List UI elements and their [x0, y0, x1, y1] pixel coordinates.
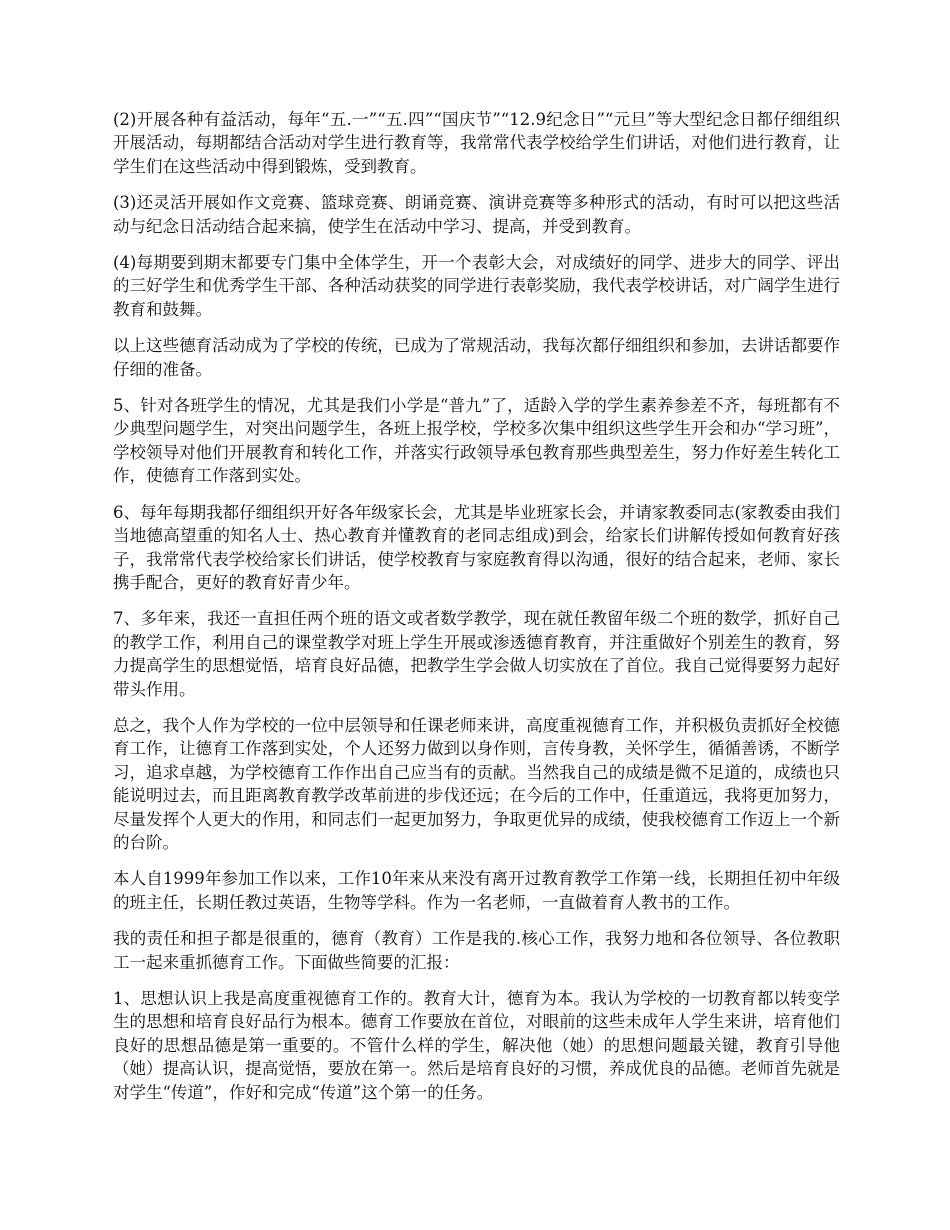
paragraph-responsibility: 我的责任和担子都是很重的，德育（教育）工作是我的.核心工作，我努力地和各位领导、各位教职工一起来重抓德育工作。下面做些简要的汇报： — [113, 929, 840, 972]
paragraph-section-6: 6、每年每期我都仔细组织开好各年级家长会，尤其是毕业班家长会，并请家教委同志(家教委由我们当地德高望重的知名人士、热心教育并懂教育的老同志组成)到会，给家长们讲解传授如何教育好孩子，我常常代表学校给家长们讲话，使学校教育与家庭教育得以沟通，很好的结合起来，老师、家长携手配合，更好的教育好青少年。 — [113, 502, 840, 592]
paragraph-section-5: 5、针对各班学生的情况，尤其是我们小学是“普九”了，适龄入学的学生素养参差不齐，每班都有不少典型问题学生，对突出问题学生，各班上报学校，学校多次集中组织这些学生开会和办“学习班”，学校领导对他们开展教育和转化工作，并落实行政领导承包教育那些典型差生，努力作好差生转化工作，使德育工作落到实处。 — [113, 396, 840, 486]
paragraph-section-1-thinking: 1、思想认识上我是高度重视德育工作的。教育大计，德育为本。我认为学校的一切教育都以转变学生的思想和培育良好品行为根本。德育工作要放在首位，对眼前的这些未成年人学生来讲，培育他们良好的思想品德是第一重要的。不管什么样的学生，解决他（她）的思想问题最关键，教育引导他（她）提高认识，提高觉悟，要放在第一。然后是培育良好的习惯，养成优良的品德。老师首先就是对学生“传道”，作好和完成“传道”这个第一的任务。 — [113, 989, 840, 1102]
paragraph-conclusion: 总之，我个人作为学校的一位中层领导和任课老师来讲，高度重视德育工作，并积极负责抓好全校德育工作，让德育工作落到实处，个人还努力做到以身作则，言传身教，关怀学生，循循善诱，不断学习，追求卓越，为学校德育工作作出自己应当有的贡献。当然我自己的成绩是微不足道的，成绩也只能说明过去，而且距离教育教学改革前进的步伐还远；在今后的工作中，任重道远，我将更加努力，尽量发挥个人更大的作用，和同志们一起更加努力，争取更优异的成绩，使我校德育工作迈上一个新的台阶。 — [113, 715, 840, 852]
document-body — [113, 108, 840, 1117]
paragraph-self-introduction: 本人自1999年参加工作以来，工作10年来从来没有离开过教育教学工作第一线，长期担任初中年级的班主任，长期任教过英语，生物等学科。作为一名老师，一直做着育人教书的工作。 — [113, 869, 840, 912]
paragraph-summary-activities: 以上这些德育活动成为了学校的传统，已成为了常规活动，我每次都仔细组织和参加，去讲话都要作仔细的准备。 — [113, 336, 840, 379]
paragraph-section-7: 7、多年来，我还一直担任两个班的语文或者数学教学，现在就任教留年级二个班的数学，抓好自己的教学工作，利用自己的课堂教学对班上学生开展或渗透德育教育，并注重做好个别差生的教育，努力提高学生的思想觉悟，培育良好品德，把教学生学会做人切实放在了首位。我自己觉得要努力起好带头作用。 — [113, 609, 840, 699]
paragraph-item-3-competitions: (3)还灵活开展如作文竞赛、篮球竞赛、朗诵竞赛、演讲竞赛等多种形式的活动，有时可以把这些活动与纪念日活动结合起来搞，使学生在活动中学习、提高，并受到教育。 — [113, 193, 840, 236]
paragraph-item-2-activities: (2)开展各种有益活动，每年“五.一”“五.四”“国庆节”“12.9纪念日”“元旦”等大型纪念日都仔细组织开展活动，每期都结合活动对学生进行教育等，我常常代表学校给学生们讲话，对他们进行教育，让学生们在这些活动中得到锻炼，受到教育。 — [113, 110, 840, 176]
paragraph-item-4-awards: (4)每期要到期末都要专门集中全体学生，开一个表彰大会，对成绩好的同学、进步大的同学、评出的三好学生和优秀学生干部、各种活动获奖的同学进行表彰奖励，我代表学校讲话，对广阔学生进行教育和鼓舞。 — [113, 253, 840, 319]
